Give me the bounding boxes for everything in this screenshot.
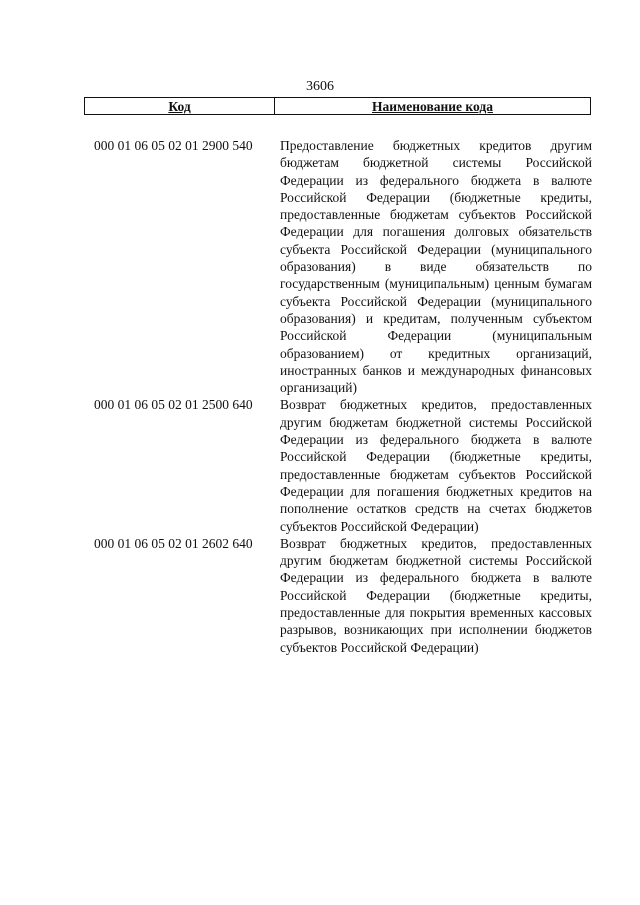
table-row: [94, 535, 592, 656]
row-description: Возврат бюджетных кредитов, предоставленных другим бюджетам бюджетной системы Российской Федерации из федерального бюджета в валюте Российской Федерации (бюджетные кредиты, предоставленные для покрытия временных кассовых разрывов, возникающих при исполнении бюджетов субъектов Российской Федерации): [280, 535, 592, 655]
page-number: 3606: [306, 79, 334, 94]
header-name-label: Наименование кода: [372, 99, 493, 114]
table-header: [84, 97, 591, 115]
header-name-cell: [275, 98, 590, 114]
header-code-cell: [85, 98, 275, 114]
table-row: [94, 137, 592, 396]
row-code: 000 01 06 05 02 01 2900 540: [94, 138, 253, 153]
row-description: Предоставление бюджетных кредитов другим бюджетам бюджетной системы Российской Федерации из федерального бюджета в валюте Российской Федерации (бюджетные кредиты, предоставленные бюджетам субъектов Российской Федерации для погашения долговых обязательств субъекта Российской Федерации (муниципального образования) в виде обязательств по государственным (муниципальным) ценным бумагам субъекта Российской Федерации (муниципального образования) и кредитам, полученным субъектом Российской Федерации (муниципальным образованием) от кредитных организаций, иностранных банков и международных финансовых организаций): [280, 138, 592, 396]
row-code: 000 01 06 05 02 01 2602 640: [94, 535, 253, 551]
row-description: Возврат бюджетных кредитов, предоставленных другим бюджетам бюджетной системы Российской Федерации из федерального бюджета в валюте Российской Федерации (бюджетные кредиты, предоставленные бюджетам субъектов Российской Федерации для погашения бюджетных кредитов на пополнение остатков средств на счетах бюджетов субъектов Российской Федерации): [280, 397, 592, 534]
row-code: 000 01 06 05 02 01 2500 640: [94, 397, 253, 413]
table-row: [94, 396, 592, 534]
table-body: [94, 137, 592, 656]
header-code-label: Код: [168, 99, 191, 114]
